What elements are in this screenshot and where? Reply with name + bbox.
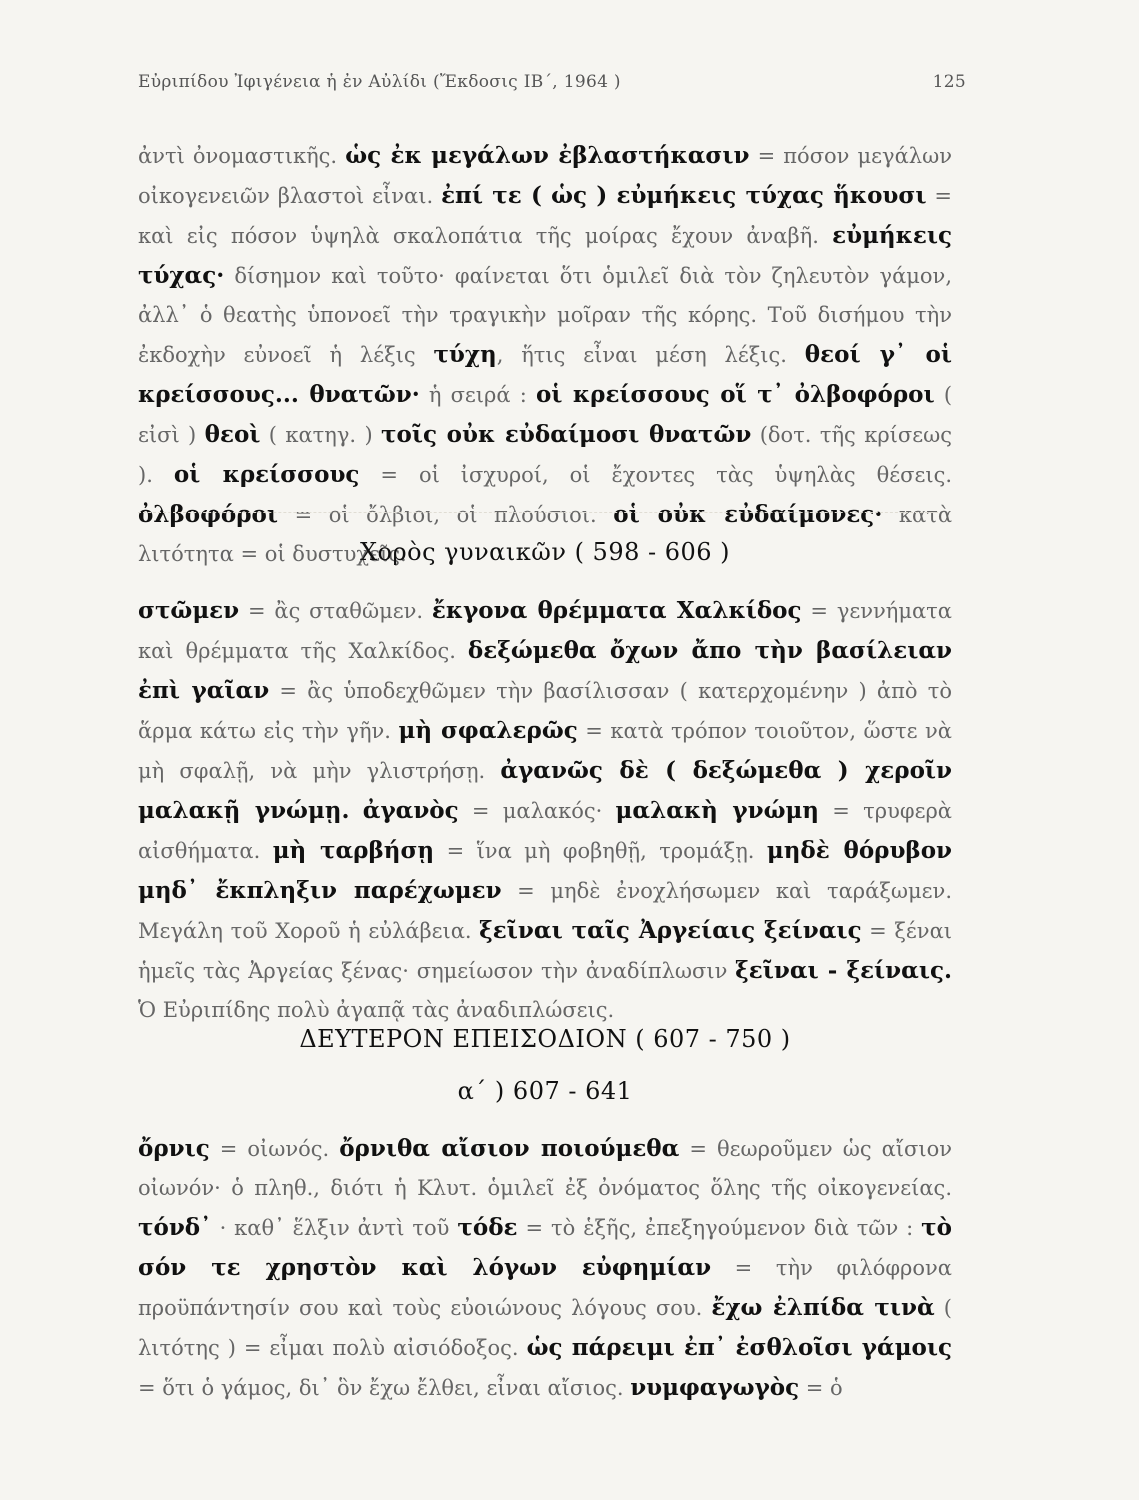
gloss: = καὶ εἰς πόσον ὑψηλὰ σκαλοπάτια τῆς μοίρας ἔχουν ἀναβῆ. bbox=[138, 184, 952, 248]
running-title: Εὐριπίδου Ἰφιγένεια ἡ ἐν Αὐλίδι (Ἔκδοσις ΙΒ΄, 1964 ) bbox=[138, 72, 621, 92]
lemma: ὡς ἐκ μεγάλων ἐβλαστήκασιν bbox=[345, 142, 750, 169]
lemma: ὄρνιθα αἴσιον ποιούμεθα bbox=[339, 1135, 680, 1162]
section-heading-episode: ΔΕΥΤΕΡΟΝ ΕΠΕΙΣΟΔΙΟΝ ( 607 - 750 ) bbox=[299, 1025, 791, 1053]
gloss: Ὁ Εὐριπίδης πολὺ ἀγαπᾷ τὰς ἀναδιπλώσεις. bbox=[138, 998, 615, 1022]
commentary-paragraph-2 bbox=[138, 591, 952, 1030]
lemma: μὴ σφαλερῶς bbox=[398, 717, 578, 744]
lemma: τὸ σόν τε χρηστὸν καὶ λόγων εὐφημίαν bbox=[138, 1214, 952, 1281]
lemma: ἀγανῶς δὲ ( δεξώμεθα ) χεροῖν μαλακῇ γνώμῃ. bbox=[138, 757, 953, 824]
gloss: · καθ᾿ ἕλξιν ἀντὶ τοῦ bbox=[211, 1216, 458, 1240]
gloss: κατὰ λιτότητα = οἱ δυστυχεῖς. bbox=[138, 503, 952, 566]
commentary-paragraph-3 bbox=[138, 1129, 952, 1408]
section-heading-chorus: Χορὸς γυναικῶν ( 598 - 606 ) bbox=[359, 538, 731, 566]
gloss: ἀντὶ ὀνομαστικῆς. bbox=[138, 144, 346, 168]
gloss: δίσημον καὶ τοῦτο· φαίνεται ὅτι ὁμιλεῖ διὰ τὸν ζηλευτὸν γάμον, ἀλλ᾿ ὁ θεατὴς ὑπονοεῖ τὴν τραγικὴν μοῖραν τῆς κόρης. Τοῦ δισήμου τὴν ἐκδοχὴν εὐνοεῖ ἡ λέξις bbox=[138, 264, 952, 367]
lemma: ἐπί τε ( ὡς ) εὐμήκεις τύχας ἥκουσι bbox=[441, 182, 927, 209]
lemma: μὴ ταρβήσῃ bbox=[272, 837, 435, 864]
lemma: ξεῖναι ταῖς Ἀργείαις ξείναις bbox=[479, 917, 862, 944]
lemma: μαλακὴ γνώμη bbox=[615, 797, 820, 824]
lemma: εὐμήκεις τύχας· bbox=[138, 222, 952, 289]
gloss: = οἱ ἰσχυροί, οἱ ἔχοντες τὰς ὑψηλὰς θέσεις. bbox=[359, 463, 953, 487]
paragraph-text bbox=[138, 591, 952, 1030]
lemma: τόνδ᾿ bbox=[138, 1214, 212, 1241]
gloss: = ἂς ὑποδεχθῶμεν τὴν βασίλισσαν ( κατερχομένην ) ἀπὸ τὸ ἅρμα κάτω εἰς τὴν γῆν. bbox=[138, 679, 952, 743]
gloss: = τρυφερὰ αἰσθήματα. bbox=[138, 799, 952, 863]
gloss: = τὴν φιλόφρονα προϋπάντησίν σου καὶ τοὺς εὐοιώνους λόγους σου. bbox=[138, 1256, 952, 1320]
gloss bbox=[350, 799, 363, 823]
lemma: ἀγανὸς bbox=[362, 797, 459, 824]
lemma: θεοὶ bbox=[204, 421, 261, 448]
divider bbox=[138, 512, 938, 513]
paragraph-text bbox=[138, 136, 952, 574]
gloss: = πόσον μεγάλων οἰκογενειῶν βλαστοὶ εἶναι. bbox=[138, 144, 952, 208]
gloss: ἡ σειρά : bbox=[419, 383, 536, 407]
gloss: = γεννήματα καὶ θρέμματα τῆς Χαλκίδος. bbox=[138, 599, 952, 663]
gloss: = οἱ ὄλβιοι, οἱ πλούσιοι. bbox=[278, 503, 614, 527]
lemma: ὀλβοφόροι bbox=[138, 501, 278, 528]
lemma: νυμφαγωγὸς bbox=[630, 1374, 800, 1401]
gloss: = ἂς σταθῶμεν. bbox=[239, 599, 432, 623]
gloss: = οἰωνός. bbox=[209, 1137, 340, 1161]
lemma: οἱ κρείσσους οἵ τ᾿ ὀλβοφόροι bbox=[535, 381, 935, 408]
gloss: = ὁ bbox=[799, 1376, 843, 1400]
lemma: ξεῖναι - ξείναις. bbox=[735, 957, 952, 984]
lemma: στῶμεν bbox=[138, 597, 240, 624]
lemma: ἔχω ἐλπίδα τινὰ bbox=[711, 1294, 935, 1321]
lemma: τύχη bbox=[433, 341, 497, 368]
running-header bbox=[138, 72, 966, 92]
paragraph-text bbox=[138, 1129, 952, 1408]
gloss: = μαλακός· bbox=[458, 799, 616, 823]
lemma: μηδὲ θόρυβον μηδ᾿ ἔκπληξιν παρέχωμεν bbox=[138, 837, 952, 904]
gloss: (δοτ. τῆς κρίσεως ). bbox=[138, 423, 952, 487]
lemma: δεξώμεθα ὄχων ἄπο τὴν βασίλειαν ἐπὶ γαῖαν bbox=[138, 637, 953, 704]
lemma: ὡς πάρειμι ἐπ᾿ ἐσθλοῖσι γάμοις bbox=[526, 1334, 952, 1361]
lemma: οἱ κρείσσους bbox=[173, 461, 360, 488]
lemma: θεοί γ᾿ οἱ κρείσσους... θνατῶν· bbox=[138, 341, 952, 408]
gloss: ( κατηγ. ) bbox=[260, 423, 382, 447]
lemma: οἱ οὐκ εὐδαίμονες· bbox=[613, 501, 883, 528]
lemma: ἔκγονα θρέμματα Χαλκίδος bbox=[431, 597, 802, 624]
gloss: = θεωροῦμεν ὡς αἴσιον οἰωνόν· ὁ πληθ., διότι ἡ Κλυτ. ὁμιλεῖ ἐξ ὀνόματος ὅλης τῆς οἰκογενείας. bbox=[138, 1137, 952, 1200]
commentary-paragraph-1 bbox=[138, 136, 952, 574]
gloss: = κατὰ τρόπον τοιοῦτον, ὥστε νὰ μὴ σφαλῇ, νὰ μὴν γλιστρήσῃ. bbox=[138, 719, 952, 783]
lemma: τόδε bbox=[457, 1214, 518, 1241]
gloss: = ὅτι ὁ γάμος, δι᾿ ὃν ἔχω ἔλθει, εἶναι αἴσιος. bbox=[138, 1376, 631, 1400]
gloss: , ἥτις εἶναι μέση λέξις. bbox=[496, 343, 805, 367]
gloss: = τὸ ἑξῆς, ἐπεξηγούμενον διὰ τῶν : bbox=[517, 1216, 922, 1240]
gloss: = ξέναι ἡμεῖς τὰς Ἀργείας ξένας· σημείωσον τὴν ἀναδίπλωσιν bbox=[138, 919, 952, 983]
gloss: ( εἰσὶ ) bbox=[138, 383, 953, 447]
gloss: = μηδὲ ἐνοχλήσωμεν καὶ ταράξωμεν. Μεγάλη τοῦ Χοροῦ ἡ εὐλάβεια. bbox=[138, 879, 952, 943]
lemma: ὄρνις bbox=[138, 1135, 210, 1162]
page-number: 125 bbox=[932, 72, 966, 92]
lemma: τοῖς οὐκ εὐδαίμοσι θνατῶν bbox=[381, 421, 752, 448]
gloss: = ἵνα μὴ φοβηθῇ, τρομάξῃ. bbox=[434, 839, 767, 863]
subsection-heading: α΄ ) 607 - 641 bbox=[457, 1077, 633, 1105]
gloss: ( λιτότης ) = εἶμαι πολὺ αἰσιόδοξος. bbox=[138, 1296, 952, 1360]
